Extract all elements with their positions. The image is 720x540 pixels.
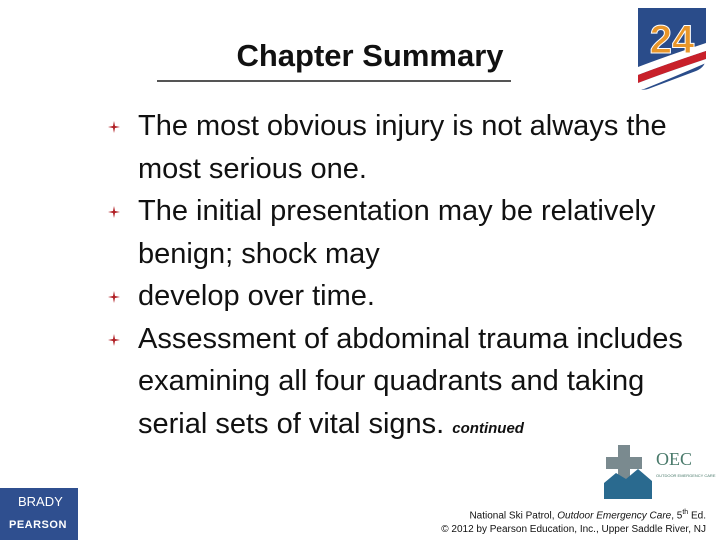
title-area <box>160 38 550 74</box>
bullet-item <box>108 318 718 451</box>
four-point-star-icon <box>108 121 120 133</box>
brady-label: BRADY <box>18 494 63 509</box>
bullet-text: develop over time. <box>138 280 375 312</box>
credit-edition-sup: th <box>682 509 689 516</box>
bullet-item <box>108 275 718 318</box>
chapter-number: 24 <box>649 18 695 62</box>
four-point-star-icon <box>108 206 120 218</box>
credit-citation <box>441 506 706 523</box>
credit-edition-num: , 5 <box>671 510 683 522</box>
pearson-label: PEARSON <box>9 519 67 531</box>
credit-edition-suffix: Ed. <box>688 510 706 522</box>
continued-label: continued <box>452 419 524 437</box>
bullet-list <box>108 105 718 450</box>
bullet-item <box>108 190 718 275</box>
slide-title: Chapter Summary <box>236 38 504 73</box>
bullet-text: The initial presentation may be relatively benign; shock may <box>138 195 656 270</box>
bullet-text: Assessment of abdominal trauma includes examining all four quadrants and taking serial sets of vital signs. <box>138 322 683 440</box>
oec-logo <box>604 443 716 499</box>
credit-copyright: © 2012 by Pearson Education, Inc., Upper Saddle River, NJ <box>441 524 706 536</box>
oec-sublabel: OUTDOOR EMERGENCY CARE <box>656 473 716 478</box>
credit-line <box>441 506 706 537</box>
bullet-text: The most obvious injury is not always the most serious one. <box>138 110 667 185</box>
bullet-item <box>108 105 718 190</box>
credit-prefix: National Ski Patrol, <box>469 510 558 522</box>
four-point-star-icon <box>108 334 120 346</box>
four-point-star-icon <box>108 291 120 303</box>
credit-title: Outdoor Emergency Care <box>557 510 672 522</box>
title-underline <box>157 80 511 82</box>
chapter-24-logo <box>634 5 710 95</box>
oec-label: OEC <box>656 449 692 469</box>
